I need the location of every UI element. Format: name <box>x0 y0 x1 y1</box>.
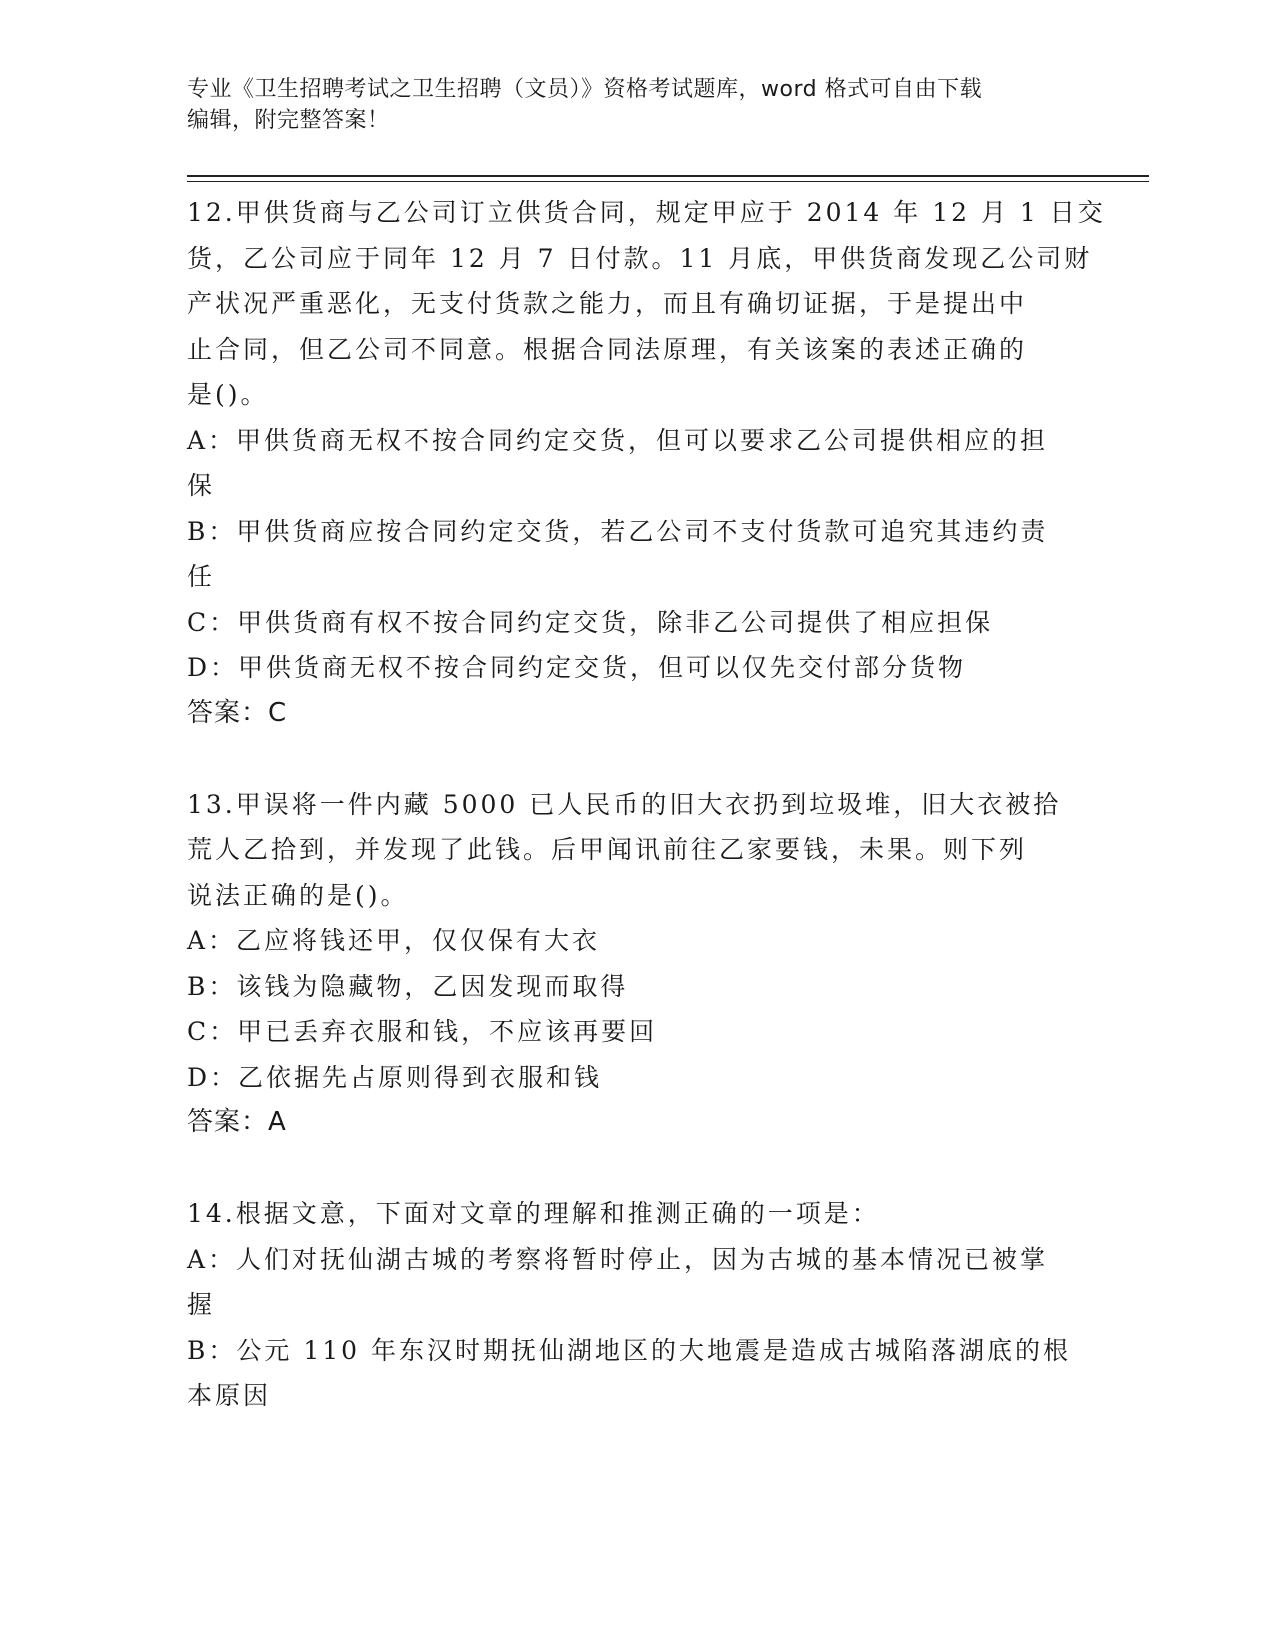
answer-label: 答案：C <box>187 697 288 728</box>
option-a: A：乙应将钱还甲，仅仅保有大衣 <box>187 926 601 955</box>
option-d: D：乙依据先占原则得到衣服和钱 <box>187 1062 603 1092</box>
option-a-continued: 握 <box>187 1290 216 1319</box>
question-list <box>187 190 1106 1419</box>
question-13 <box>187 782 1077 1146</box>
question-spacer <box>187 1146 1077 1192</box>
question-stem-line: 产状况严重恶化，无支付货款之能力，而且有确切证据，于是提出中 <box>187 289 1028 318</box>
question-stem-line: 12.甲供货商与乙公司订立供货合同，规定甲应于 2014 年 12 月 1 日交 <box>187 198 1106 227</box>
answer-label: 答案：A <box>187 1107 287 1137</box>
question-spacer <box>187 736 1077 782</box>
question-stem-line: 是()。 <box>187 380 269 409</box>
option-a: A：人们对抚仙湖古城的考察将暂时停止，因为古城的基本情况已被掌 <box>187 1244 1049 1274</box>
option-b: B：该钱为隐藏物，乙因发现而取得 <box>187 971 629 1001</box>
question-stem-line: 13.甲误将一件内藏 5000 已人民币的旧大衣扔到垃圾堆，旧大衣被拾 <box>187 789 1062 819</box>
header-divider-thin <box>187 181 1149 182</box>
option-c: C：甲已丢弃衣服和钱，不应该再要回 <box>187 1017 658 1046</box>
page-header <box>187 74 1067 136</box>
header-divider-thick <box>187 175 1149 177</box>
option-b: B：甲供货商应按合同约定交货，若乙公司不支付货款可追究其违约责 <box>187 516 1049 546</box>
question-stem-line: 荒人乙拾到，并发现了此钱。后甲闻讯前往乙家要钱，未果。则下列 <box>187 835 1028 864</box>
option-b-continued: 任 <box>187 562 216 591</box>
option-b: B：公元 110 年东汉时期抚仙湖地区的大地震是造成古城陷落湖底的根 <box>187 1335 1071 1365</box>
question-stem-line: 货，乙公司应于同年 12 月 7 日付款。11 月底，甲供货商发现乙公司财 <box>187 243 1093 273</box>
option-a-continued: 保 <box>187 471 216 500</box>
question-14 <box>187 1191 1077 1419</box>
question-stem-line: 止合同，但乙公司不同意。根据合同法原理，有关该案的表述正确的 <box>187 334 1028 364</box>
question-12 <box>187 190 1106 736</box>
question-stem-line: 说法正确的是()。 <box>187 880 409 910</box>
header-line-2: 编辑，附完整答案！ <box>187 108 390 133</box>
option-a: A：甲供货商无权不按合同约定交货，但可以要求乙公司提供相应的担 <box>187 425 1049 455</box>
option-c: C：甲供货商有权不按合同约定交货，除非乙公司提供了相应担保 <box>187 607 994 637</box>
option-d: D：甲供货商无权不按合同约定交货，但可以仅先交付部分货物 <box>187 653 967 682</box>
header-line-1: 专业《卫生招聘考试之卫生招聘（文员）》资格考试题库，word 格式可自由下载 <box>187 77 983 102</box>
question-stem-line: 14.根据文意，下面对文章的理解和推测正确的一项是： <box>187 1199 880 1228</box>
option-b-continued: 本原因 <box>187 1381 272 1410</box>
